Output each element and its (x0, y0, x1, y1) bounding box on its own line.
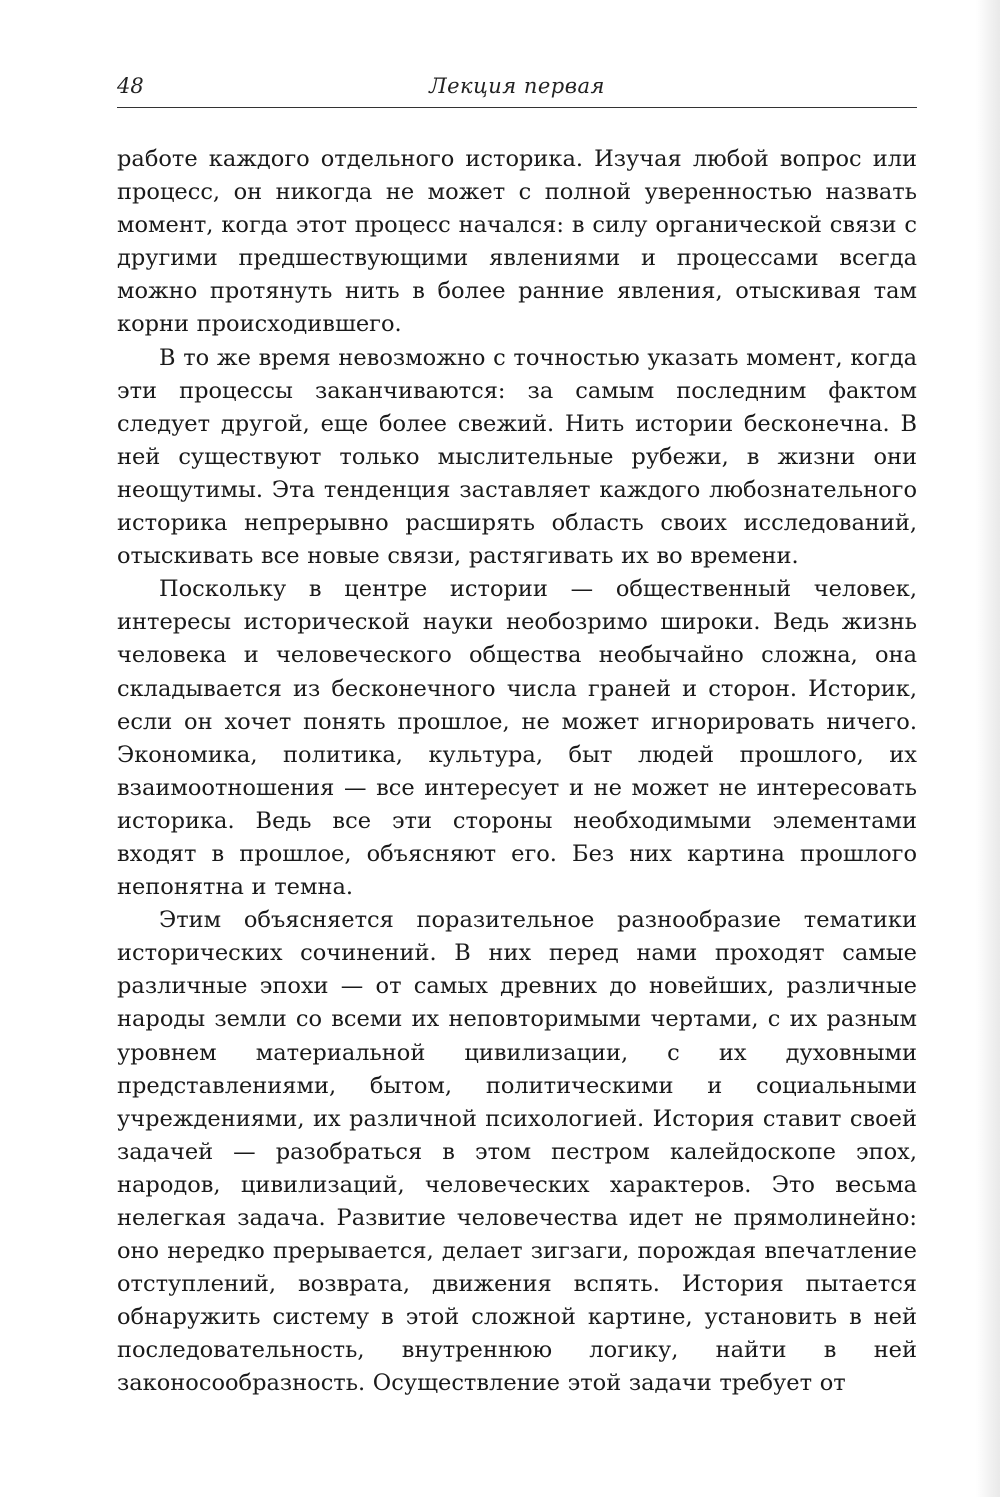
running-title: Лекция первая (429, 74, 605, 98)
paragraph-4: Этим объясняется поразительное разнообразие тематики исторических сочинений. В них перед нами проходят самые различные эпохи — от самых древних до новейших, различные народы земли со всеми их неповторимыми чертами, с их разным уровнем материальной цивилизации, с их духовными представлениями, бытом, политическими и социальными учреждениями, их различной психологией. История ставит своей задачей — разобраться в этом пестром калейдоскопе эпох, народов, цивилизаций, человеческих характеров. Это весьма нелегкая задача. Развитие человечества идет не прямолинейно: оно нередко прерывается, делает зигзаги, порождая впечатление отступлений, возврата, движения вспять. История пытается обнаружить систему в этой сложной картине, установить в ней последовательность, внутреннюю логику, найти в ней законосообразность. Осуществление этой задачи требует от (117, 907, 917, 1397)
header-divider (117, 107, 917, 108)
paragraph-3: Поскольку в центре истории — общественный человек, интересы исторической науки необозримо широки. Ведь жизнь человека и человеческого общества необычайно сложна, она складывается из бесконечного числа граней и сторон. Историк, если он хочет понять прошлое, не может игнорировать ничего. Экономика, политика, культура, быт людей прошлого, их взаимоотношения — все интересует и не может не интересовать историка. Ведь все эти стороны необходимыми элементами входят в прошлое, объясняют его. Без них картина прошлого непонятна и темна. (117, 576, 917, 901)
page-edge-shadow (976, 0, 1000, 1497)
page-number: 48 (117, 74, 144, 98)
page-header (117, 70, 917, 106)
paragraph-2: В то же время невозможно с точностью указать момент, когда эти процессы заканчиваются: за самым последним фактом следует другой, еще более свежий. Нить истории бесконечна. В ней существуют только мыслительные рубежи, в жизни они неощутимы. Эта тенденция заставляет каждого любознательного историка непрерывно расширять область своих исследований, отыскивать все новые связи, растягивать их во времени. (117, 344, 917, 570)
body-text (117, 143, 917, 1401)
paragraph-1: работе каждого отдельного историка. Изучая любой вопрос или процесс, он никогда не может с полной уверенностью назвать момент, когда этот процесс начался: в силу органической связи с другими предшествующими явлениями и процессами всегда можно протянуть нить в более ранние явления, отыскивая там корни происходившего. (117, 146, 917, 338)
